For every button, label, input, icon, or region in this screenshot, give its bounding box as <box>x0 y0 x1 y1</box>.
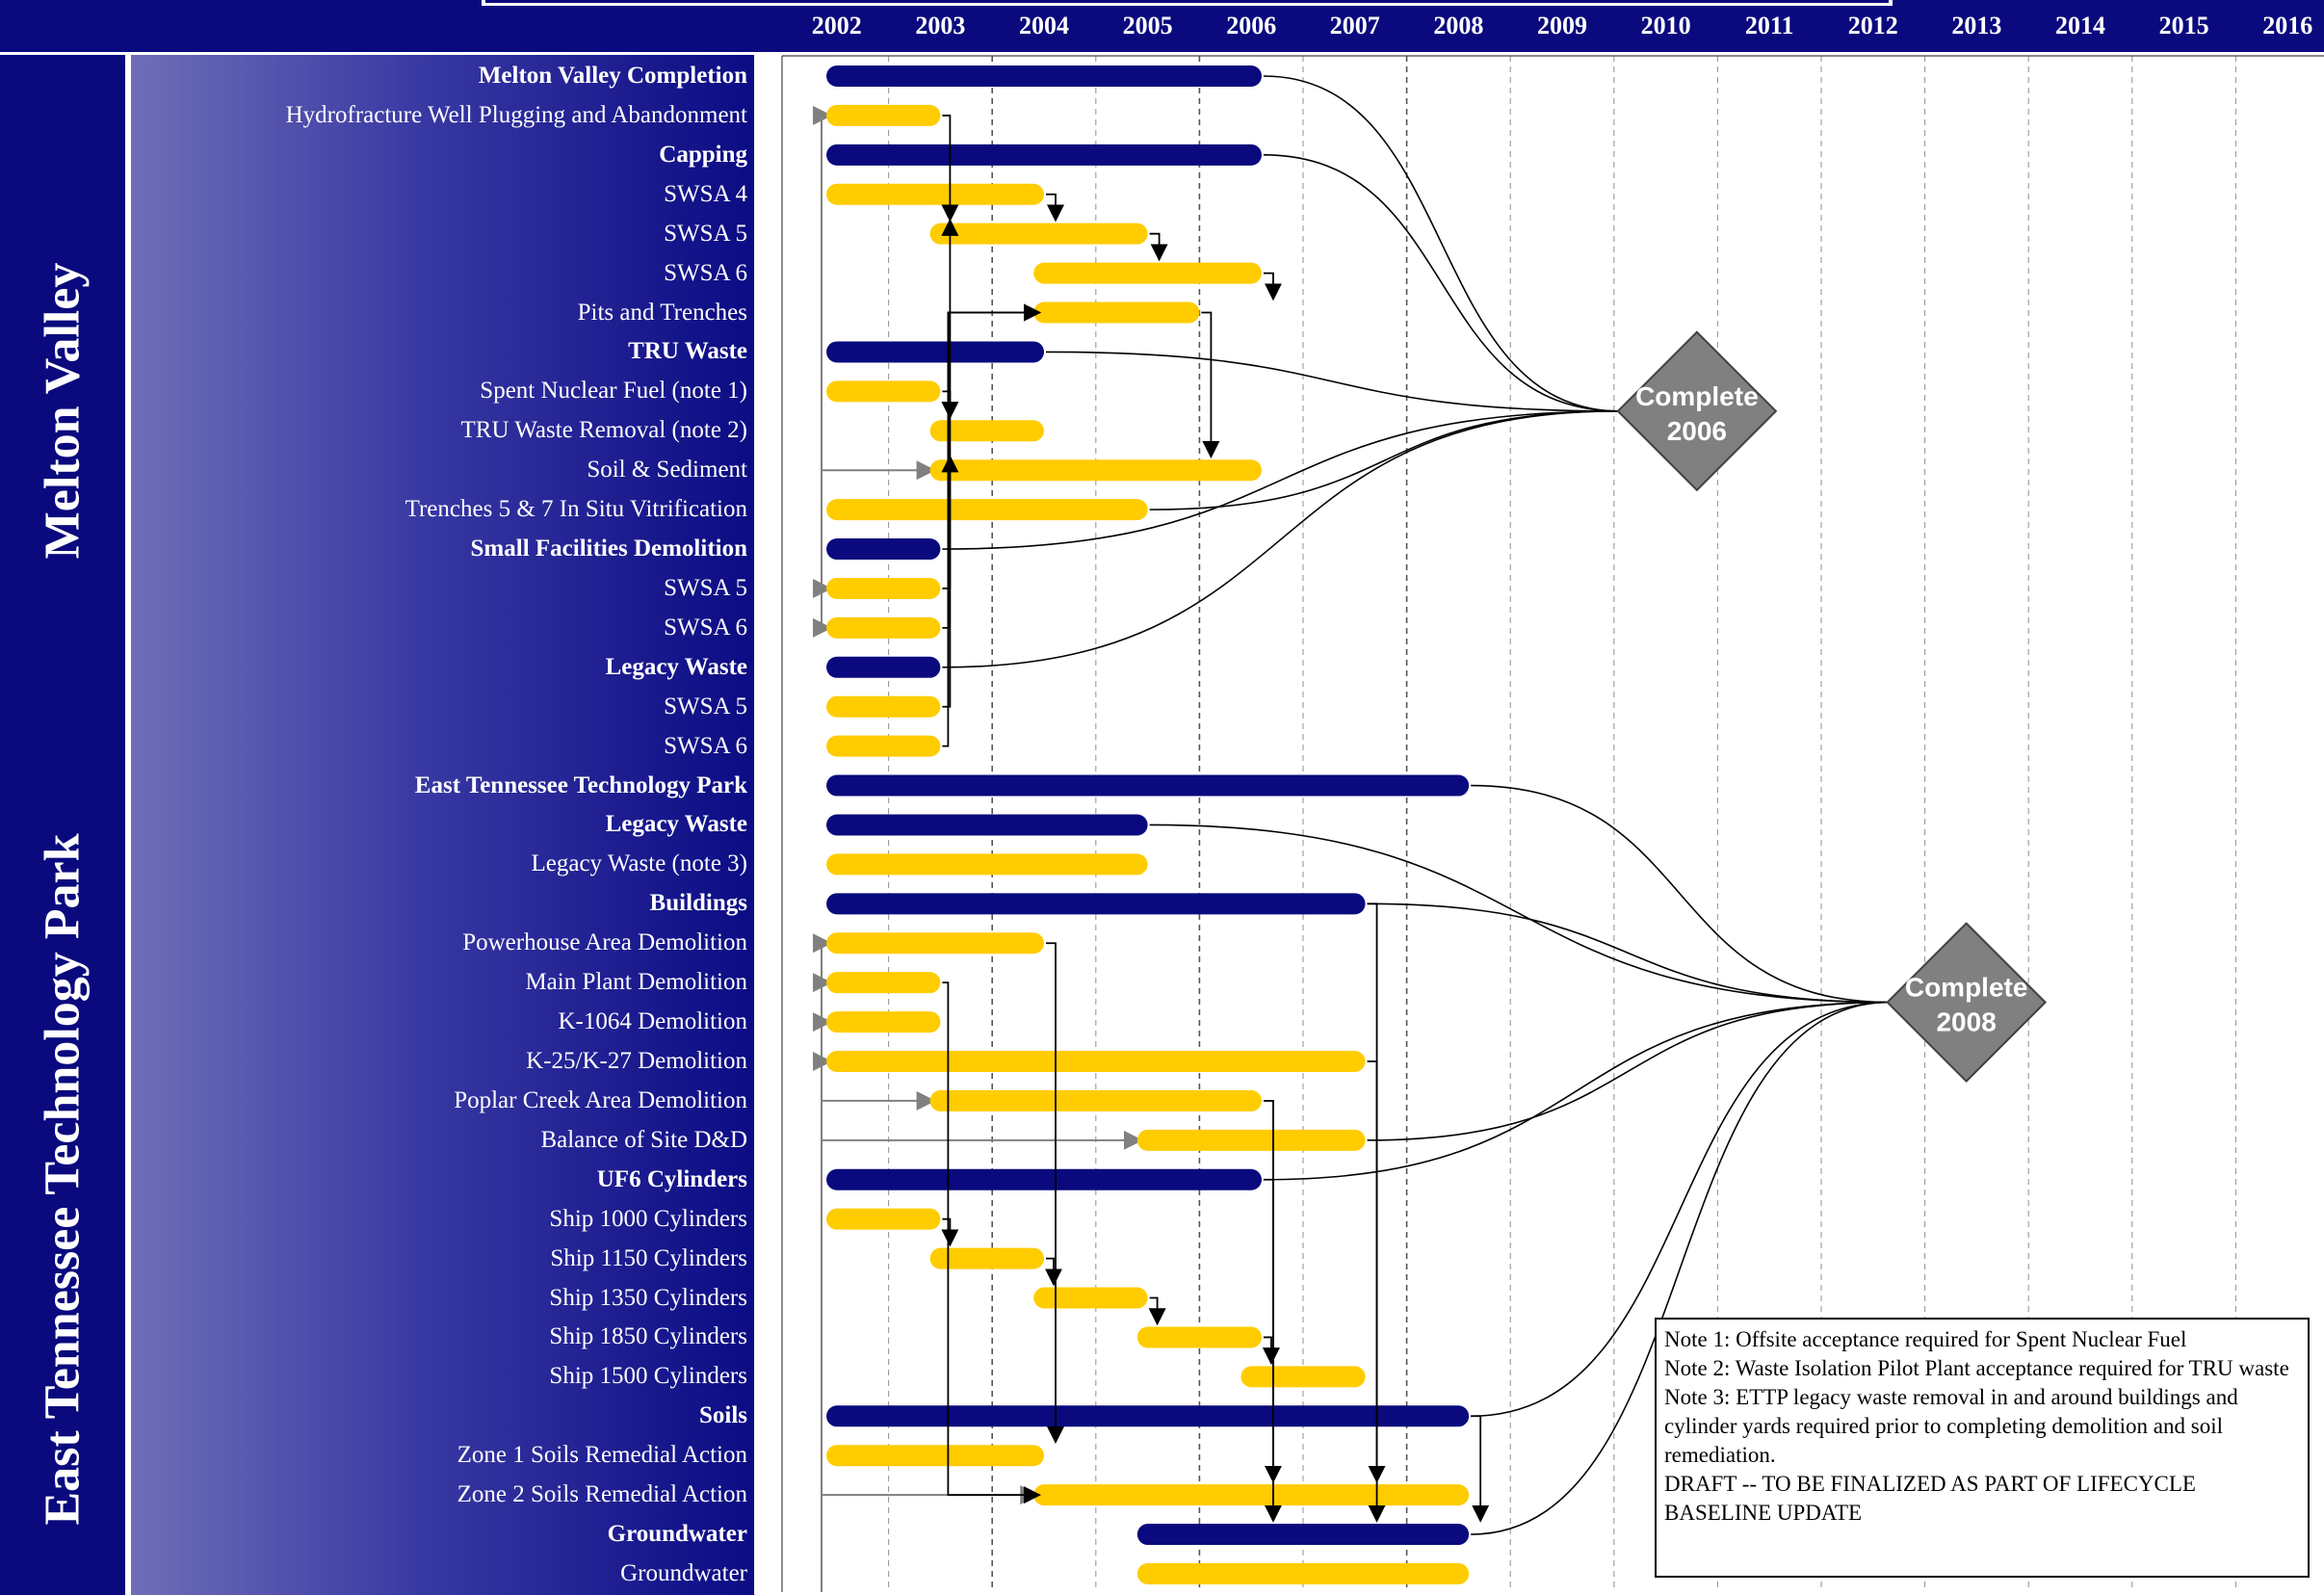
bar-16 <box>826 696 940 718</box>
bar-6 <box>1033 302 1199 324</box>
year-label-2008: 2008 <box>1433 12 1483 40</box>
row-label-34: Soils <box>131 1397 747 1435</box>
year-label-2006: 2006 <box>1226 12 1276 40</box>
bar-32 <box>1137 1326 1262 1347</box>
bar-34 <box>826 1405 1469 1426</box>
dependency-14 <box>1046 943 1056 1442</box>
row-label-2: Capping <box>131 136 747 174</box>
milestone-year-0: 2006 <box>1667 416 1727 446</box>
year-label-2014: 2014 <box>2055 12 2105 40</box>
bar-22 <box>826 932 1044 954</box>
bar-13 <box>826 578 940 599</box>
year-label-2005: 2005 <box>1123 12 1173 40</box>
row-label-17: SWSA 6 <box>131 727 747 766</box>
bar-30 <box>930 1248 1044 1269</box>
row-label-15: Legacy Waste <box>131 648 747 687</box>
bar-18 <box>826 775 1469 797</box>
section-title-ettp-text: East Tennessee Technology Park <box>35 834 91 1526</box>
bar-0 <box>826 65 1262 87</box>
notes-box <box>1655 1318 2310 1578</box>
bar-21 <box>826 893 1366 914</box>
row-label-33: Ship 1500 Cylinders <box>131 1357 747 1396</box>
bar-26 <box>930 1090 1262 1111</box>
year-label-2009: 2009 <box>1537 12 1587 40</box>
bar-17 <box>826 736 940 757</box>
milestone-label-0: Complete <box>1635 381 1759 411</box>
dependency-4 <box>1201 313 1211 458</box>
row-label-31: Ship 1350 Cylinders <box>131 1279 747 1318</box>
bar-5 <box>1033 263 1262 284</box>
row-label-3: SWSA 4 <box>131 175 747 214</box>
dependency-3 <box>1264 274 1273 300</box>
bar-8 <box>826 380 940 402</box>
bar-24 <box>826 1011 940 1033</box>
draft-note: DRAFT -- TO BE FINALIZED AS PART OF LIFECYCLE BASELINE UPDATE <box>1664 1470 2300 1528</box>
milestone-link-1-0 <box>1471 786 1889 1003</box>
row-label-14: SWSA 6 <box>131 609 747 647</box>
row-label-28: UF6 Cylinders <box>131 1161 747 1199</box>
bar-7 <box>826 341 1044 362</box>
note-2: Note 2: Waste Isolation Pilot Plant acceptance required for TRU waste <box>1664 1354 2300 1383</box>
bar-14 <box>826 617 940 639</box>
dependency-11 <box>1046 1259 1054 1285</box>
milestone-year-1: 2008 <box>1936 1007 1996 1037</box>
dependency-19 <box>1368 903 1377 1521</box>
year-label-2016: 2016 <box>2262 12 2312 40</box>
year-label-2010: 2010 <box>1641 12 1691 40</box>
bar-15 <box>826 657 940 678</box>
row-label-19: Legacy Waste <box>131 805 747 844</box>
row-label-20: Legacy Waste (note 3) <box>131 845 747 883</box>
note-1: Note 1: Offsite acceptance required for Spent Nuclear Fuel <box>1664 1325 2300 1354</box>
bar-12 <box>826 538 940 560</box>
row-label-6: Pits and Trenches <box>131 294 747 332</box>
row-label-21: Buildings <box>131 884 747 923</box>
bar-4 <box>930 223 1148 245</box>
dependency-9 <box>942 313 1039 746</box>
bar-36 <box>1033 1484 1469 1505</box>
row-label-22: Powerhouse Area Demolition <box>131 924 747 962</box>
row-label-10: Soil & Sediment <box>131 451 747 489</box>
bar-37 <box>1137 1524 1469 1545</box>
bar-1 <box>826 105 940 126</box>
milestone-link-1-2 <box>1368 903 1890 1002</box>
row-label-30: Ship 1150 Cylinders <box>131 1240 747 1278</box>
year-label-2013: 2013 <box>1951 12 2001 40</box>
note-3: Note 3: ETTP legacy waste removal in and around buildings and cylinder yards required prior to completing demolition and soil remediation. <box>1664 1383 2300 1470</box>
bar-11 <box>826 499 1148 520</box>
row-label-1: Hydrofracture Well Plugging and Abandonment <box>131 96 747 135</box>
dependency-12 <box>1150 1298 1158 1324</box>
row-label-7: TRU Waste <box>131 332 747 371</box>
year-label-2012: 2012 <box>1848 12 1898 40</box>
row-label-12: Small Facilities Demolition <box>131 530 747 568</box>
dependency-13 <box>1264 1337 1271 1363</box>
bar-28 <box>826 1169 1262 1190</box>
bar-29 <box>826 1209 940 1230</box>
milestone-link-0-5 <box>942 411 1619 667</box>
row-label-38: Groundwater <box>131 1555 747 1593</box>
year-label-2007: 2007 <box>1330 12 1380 40</box>
row-label-13: SWSA 5 <box>131 569 747 608</box>
row-label-25: K-25/K-27 Demolition <box>131 1042 747 1081</box>
row-label-9: TRU Waste Removal (note 2) <box>131 411 747 450</box>
bar-35 <box>826 1445 1044 1466</box>
row-label-36: Zone 2 Soils Remedial Action <box>131 1476 747 1514</box>
dependency-1 <box>1046 195 1056 221</box>
bar-2 <box>826 144 1262 166</box>
year-label-2004: 2004 <box>1019 12 1069 40</box>
bar-10 <box>930 459 1262 481</box>
row-label-35: Zone 1 Soils Remedial Action <box>131 1436 747 1475</box>
year-label-2011: 2011 <box>1745 12 1794 40</box>
row-label-5: SWSA 6 <box>131 254 747 293</box>
bar-23 <box>826 972 940 993</box>
milestone-label-1: Complete <box>1905 973 2028 1003</box>
row-label-0: Melton Valley Completion <box>131 57 747 95</box>
row-label-23: Main Plant Demolition <box>131 963 747 1002</box>
row-label-29: Ship 1000 Cylinders <box>131 1200 747 1239</box>
row-label-24: K-1064 Demolition <box>131 1003 747 1041</box>
year-label-2003: 2003 <box>915 12 965 40</box>
dependency-2 <box>1150 234 1160 260</box>
row-label-11: Trenches 5 & 7 In Situ Vitrification <box>131 490 747 529</box>
bar-20 <box>826 853 1148 875</box>
row-label-8: Spent Nuclear Fuel (note 1) <box>131 372 747 410</box>
bar-38 <box>1137 1563 1469 1584</box>
milestone-link-0-1 <box>1264 155 1620 411</box>
row-label-18: East Tennessee Technology Park <box>131 767 747 805</box>
row-label-16: SWSA 5 <box>131 688 747 726</box>
bar-3 <box>826 184 1044 205</box>
bar-25 <box>826 1051 1366 1072</box>
row-label-26: Poplar Creek Area Demolition <box>131 1082 747 1120</box>
row-label-32: Ship 1850 Cylinders <box>131 1318 747 1356</box>
milestone-link-0-0 <box>1264 76 1620 411</box>
section-title-melton-valley-text: Melton Valley <box>35 263 91 560</box>
bar-9 <box>930 420 1044 441</box>
milestone-link-1-4 <box>1264 1003 1890 1180</box>
row-label-27: Balance of Site D&D <box>131 1121 747 1160</box>
bar-31 <box>1033 1288 1147 1309</box>
year-label-2002: 2002 <box>812 12 862 40</box>
year-label-2015: 2015 <box>2159 12 2209 40</box>
dependency-20 <box>1471 1416 1480 1521</box>
bar-33 <box>1240 1366 1365 1387</box>
row-label-37: Groundwater <box>131 1515 747 1554</box>
bar-19 <box>826 814 1148 835</box>
row-label-4: SWSA 5 <box>131 215 747 253</box>
bar-27 <box>1137 1130 1366 1151</box>
